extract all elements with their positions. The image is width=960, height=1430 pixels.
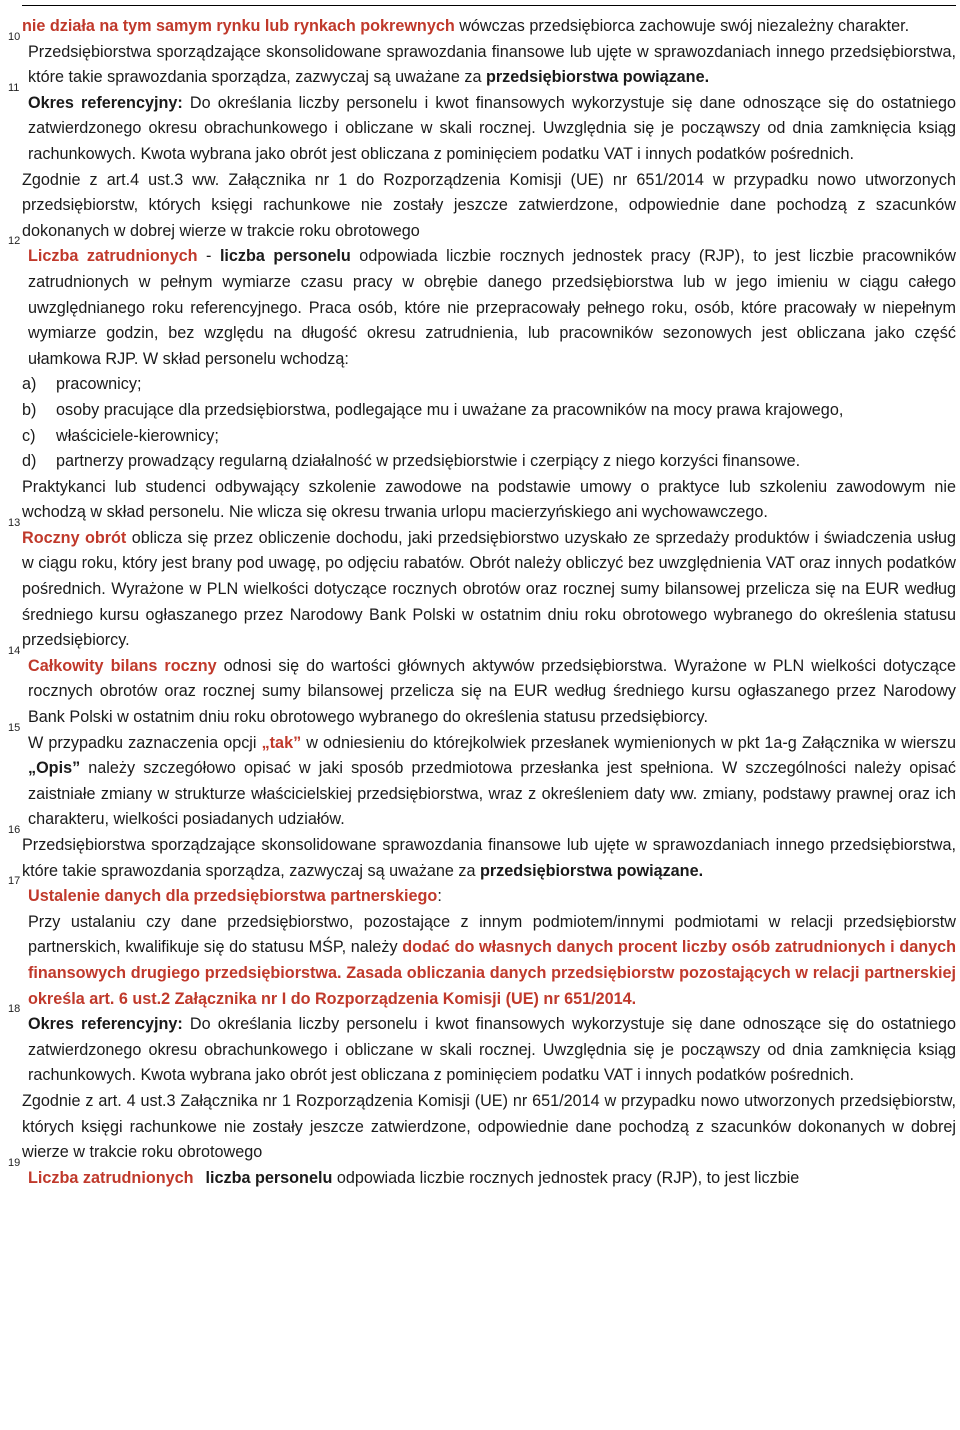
footnote-number: 17 xyxy=(8,875,21,888)
list-marker: c) xyxy=(22,426,36,445)
footnote-text xyxy=(22,40,956,91)
footnote-18 xyxy=(0,1003,960,1166)
footnote-12 xyxy=(0,235,960,526)
list-marker: a) xyxy=(22,375,37,394)
footnote-continuation-text xyxy=(22,14,956,40)
bold-term: liczba personelu xyxy=(205,1168,333,1187)
footnote-text xyxy=(22,244,956,372)
footnote-number: 11 xyxy=(8,81,20,94)
text: należy szczegółowo opisać w jaki sposób przedmiotowa przesłanka jest spełniona. W szczególności należy opisać zaistniałe zmiany w strukturze właścicielskiej przedsiębiorstwa, wraz z określeniem daty ww. zmiany, podstawy prawnej oraz ich charakteru, wielkości posiadanych udziałów. xyxy=(28,759,956,829)
list-marker: d) xyxy=(22,452,37,471)
list-text: pracownicy; xyxy=(56,375,142,394)
footnote-continuation xyxy=(0,14,960,40)
text: Przy ustalaniu czy dane przedsiębiorstwo, pozostające z innym podmiotem/innymi podmiotami w relacji przedsiębiorstw partnerskich, kwalifikuje się do statusu MŚP, należy xyxy=(28,912,956,957)
footnote-number: 14 xyxy=(8,644,21,657)
red-lead: Całkowity bilans roczny xyxy=(28,656,217,675)
list-text: właściciele-kierownicy; xyxy=(56,426,219,445)
footnote-text xyxy=(22,910,956,1012)
list-item xyxy=(22,449,956,475)
footnote-text: Zgodnie z art.4 ust.3 ww. Załącznika nr 1 do Rozporządzenia Komisji (UE) nr 651/2014 w przypadku nowo utworzonych przedsiębiorstw, których księgi rachunkowe nie zostały jeszcze zatwierdzone, odpowiednie dane pochodzą z szacunków dokonanych w dobrej wierze w trakcie roku obrotowego xyxy=(22,170,956,240)
bold-term: „Opis” xyxy=(28,759,81,778)
red-lead: Ustalenie danych dla przedsiębiorstwa partnerskiego xyxy=(28,887,438,906)
list-marker: b) xyxy=(22,400,37,419)
bold-term: przedsiębiorstwa powiązane. xyxy=(485,68,710,87)
footnotes-document xyxy=(0,14,960,1191)
text: Przedsiębiorstwa sporządzające skonsolidowane sprawozdania finansowe lub ujęte w sprawozdaniach innego przedsiębiorstwa, które takie sprawozdania sporządza, zazwyczaj są uważane za xyxy=(28,42,956,87)
footnote-number: 15 xyxy=(8,721,21,734)
list-item xyxy=(22,372,956,398)
text: Do określania liczby personelu i kwot finansowych wykorzystuje się dane odnoszące się do ostatniego zatwierdzonego okresu obrachunkowego i obliczane w skali rocznej. Uwzględnia się je począwszy od dnia zamknięcia ksiąg rachunkowych. Kwota wybrana jako obrót jest obliczana z pominięciem podatku VAT i innych podatków pośrednich. xyxy=(28,93,956,163)
footnote-number: 19 xyxy=(8,1156,21,1169)
list-text: partnerzy prowadzący regularną działalność w przedsiębiorstwie i czerpiący z niego korzyści finansowe. xyxy=(56,452,801,471)
red-bold-text: dodać do własnych danych procent liczby osób zatrudnionych i danych finansowych drugiego przedsiębiorstwa. Zasada obliczania danych przedsiębiorstw pozostających w relacji partnerskiej określa art. 6 ust.2 Załącznika nr I do Rozporządzenia Komisji (UE) nr 651/2014. xyxy=(28,938,956,1008)
footnote-number: 10 xyxy=(8,30,21,43)
top-rule xyxy=(22,5,956,6)
red-lead: Liczba zatrudnionych xyxy=(28,1168,194,1187)
footnote-number: 12 xyxy=(8,235,21,248)
footnote-text: Zgodnie z art. 4 ust.3 Załącznika nr 1 Rozporządzenia Komisji (UE) nr 651/2014 w przypadku nowo utworzonych przedsiębiorstw, których księgi rachunkowe nie zostały jeszcze zatwierdzone, odpowiednie dane pochodzą z szacunków dokonanych w dobrej wierze w trakcie roku obrotowego xyxy=(22,1091,956,1162)
footnote-text xyxy=(22,1166,956,1192)
footnote-heading xyxy=(22,884,956,910)
text: w odniesieniu do którejkolwiek przesłanek wymienionych w pkt 1a-g Załącznika w wierszu xyxy=(301,733,956,752)
footnote-16 xyxy=(0,824,960,884)
text: Do określania liczby personelu i kwot finansowych wykorzystuje się dane odnoszące się do ostatniego zatwierdzonego okresu obrachunkowego i obliczane w skali rocznej. Uwzględnia się je począwszy od dnia zamknięcia ksiąg rachunkowych. Kwota wybrana jako obrót jest obliczana z pominięciem podatku VAT i innych podatków pośrednich. xyxy=(28,1015,956,1085)
red-lead: Roczny obrót xyxy=(22,528,127,547)
footnote-10 xyxy=(0,30,960,91)
footnote-number: 13 xyxy=(8,516,21,529)
footnote-number: 18 xyxy=(8,1003,21,1016)
bold-term: liczba personelu xyxy=(219,247,351,266)
bold-term: Okres referencyjny: xyxy=(28,1015,183,1034)
text: Przedsiębiorstwa sporządzające skonsolidowane sprawozdania finansowe lub ujęte w sprawozdaniach innego przedsiębiorstwa, które takie sprawozdania sporządza, zazwyczaj są uważane za xyxy=(22,836,956,880)
list-text: osoby pracujące dla przedsiębiorstwa, podlegające mu i uważane za pracowników na mocy prawa krajowego, xyxy=(56,400,844,419)
text: wówczas przedsiębiorca zachowuje swój niezależny charakter. xyxy=(454,17,910,35)
footnote-number: 16 xyxy=(8,824,21,836)
footnote-text xyxy=(22,526,956,654)
red-lead: nie działa na tym samym rynku lub rynkach pokrewnych xyxy=(22,17,455,35)
text: oblicza się przez obliczenie dochodu, jaki przedsiębiorstwo uzyskało ze sprzedaży produktów i świadczenia usług w ciągu roku, który jest brany pod uwagę, po odjęciu rabatów. Obrót należy obliczyć bez uwzględnienia VAT oraz innych podatków pośrednich. Wyrażone w PLN wielkości dotyczące rocznych obrotów oraz rocznej sumy bilansowej przelicza się na EUR według średniego kursu ogłaszanego przez Narodowy Bank Polski w ostatnim dniu roku obrotowego wybranego do określenia statusu przedsiębiorcy. xyxy=(22,528,956,650)
footnote-17 xyxy=(0,875,960,1012)
bold-term: Okres referencyjny: xyxy=(28,93,183,112)
footnote-19 xyxy=(0,1156,960,1192)
text: : xyxy=(437,887,442,906)
bold-term: przedsiębiorstwa powiązane. xyxy=(479,861,704,880)
footnote-text xyxy=(22,654,956,731)
red-word: „tak” xyxy=(261,733,302,752)
footnote-text xyxy=(22,833,956,884)
list-item xyxy=(22,398,956,424)
list-item xyxy=(22,424,956,450)
red-lead: Liczba zatrudnionych xyxy=(28,247,198,266)
text: odpowiada liczbie rocznych jednostek pracy (RJP), to jest liczbie pracowników zatrudnionych w pełnym wymiarze czasu pracy w obrębie danego przedsiębiorstwa lub w jego imieniu w ciągu całego uwzględnianego roku referencyjnego. Praca osób, które nie przepracowały pełnego roku, osób, które pracowały w niepełnym wymiarze godzin, bez względu na długość okresu zatrudnienia, lub pracowników sezonowych jest obliczana jako część ułamkowa RJP. W skład personelu wchodzą: xyxy=(28,247,956,368)
footnote-14 xyxy=(0,644,960,731)
footnote-text xyxy=(22,91,956,168)
dash: - xyxy=(197,247,220,266)
footnote-text: Praktykanci lub studenci odbywający szkolenie zawodowe na podstawie umowy o praktyce lub szkoleniu zawodowym nie wchodzą w skład personelu. Nie wlicza się okresu trwania urlopu macierzyńskiego ani wychowawczego. xyxy=(22,477,956,522)
footnote-11 xyxy=(0,81,960,248)
footnote-13 xyxy=(0,516,960,654)
footnote-text xyxy=(22,1012,956,1089)
text: W przypadku zaznaczenia opcji xyxy=(28,733,262,752)
text: odnosi się do wartości głównych aktywów przedsiębiorstwa. Wyrażone w PLN wielkości dotyczące rocznych obrotów oraz rocznej sumy bilansowej przelicza się na EUR według średniego kursu ogłaszanego przez Narodowy Bank Polski w ostatnim dniu roku obrotowego wybranego do określenia statusu przedsiębiorcy. xyxy=(28,656,956,727)
footnote-15 xyxy=(0,721,960,833)
footnote-text xyxy=(22,731,956,833)
personnel-list xyxy=(22,372,956,474)
text: odpowiada liczbie rocznych jednostek pracy (RJP), to jest liczbie xyxy=(332,1168,800,1187)
